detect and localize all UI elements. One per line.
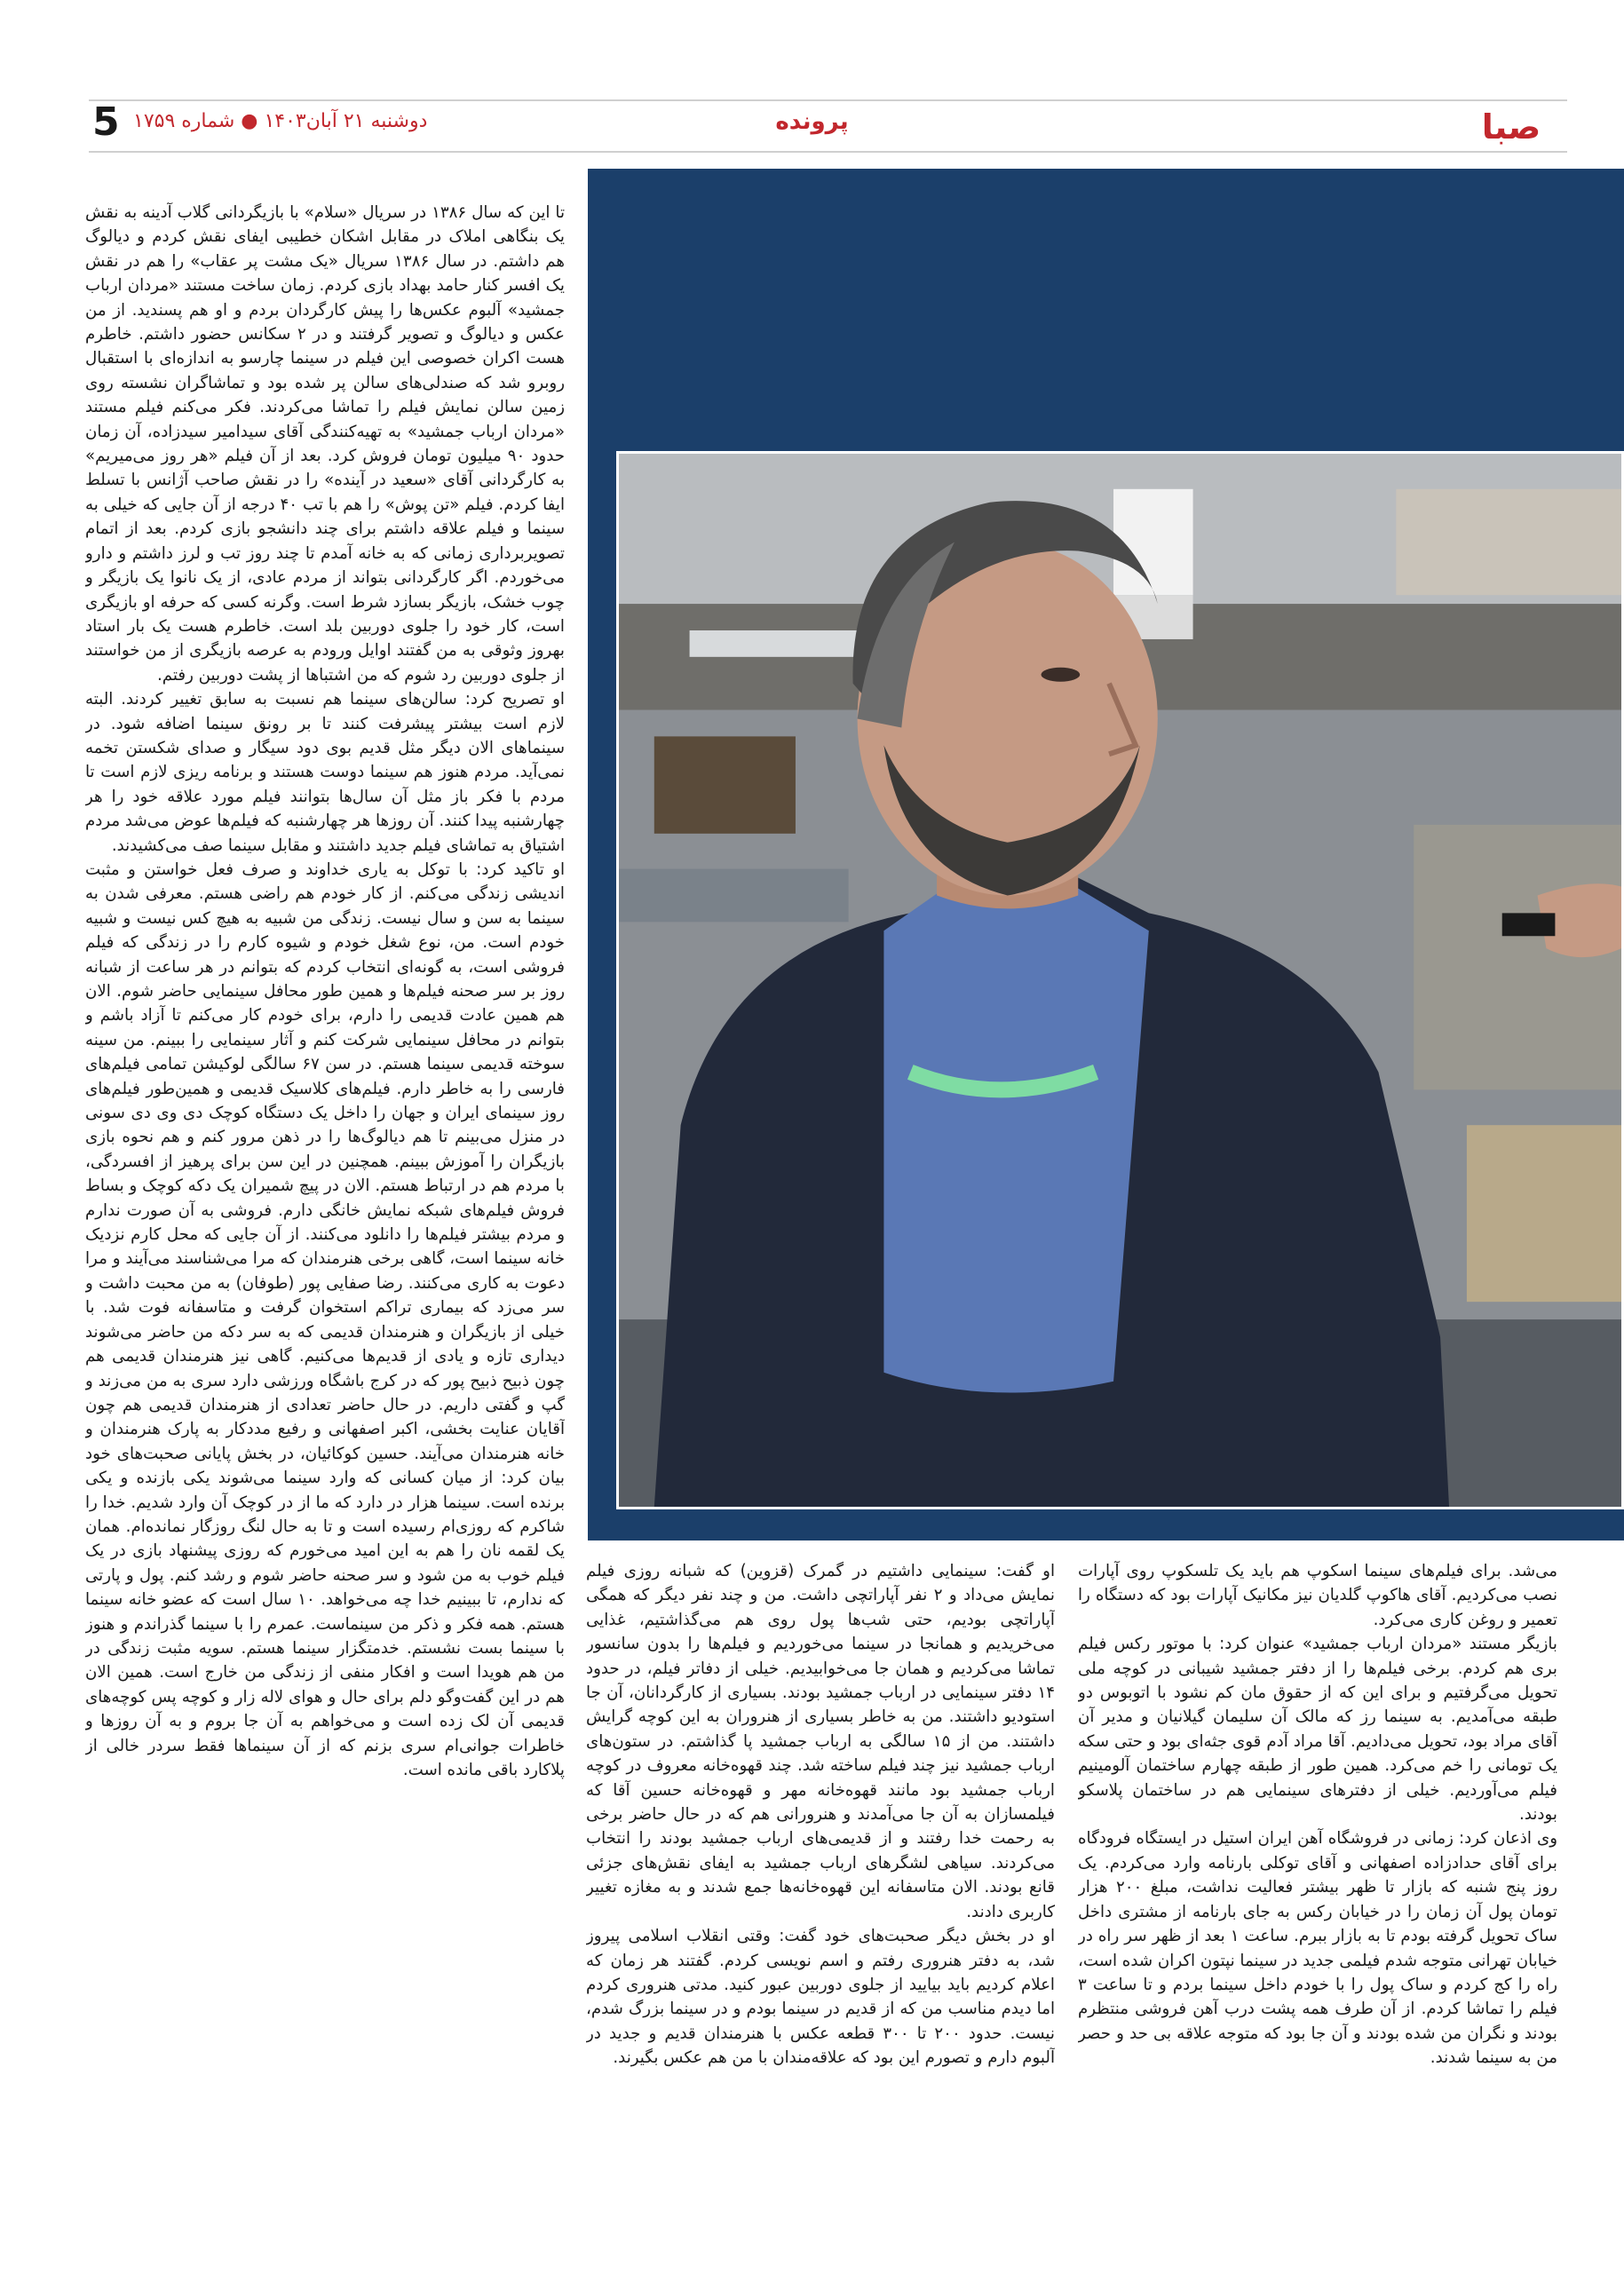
article-paragraph: تا این که سال ۱۳۸۶ در سریال «سلام» با بازیگردانی گلاب آدینه به نقش یک بنگاهی املاک در مقابل اشکان خطیبی ایفای نقش کردم و دیالوگ هم داشتم. در سال ۱۳۸۶ سریال «یک مشت پر عقاب» را هم در نقش یک افسر کنار حامد بهداد بازی کردم. زمان ساخت مستند «مردان ارباب جمشید» آلبوم عکس‌ها را پیش کارگردان بردم و او هم پسندید. از من عکس و دیالوگ و تصویر گرفتند و در ۲ سکانس حضور داشتم. خاطرم هست اکران خصوصی این فیلم در سینما چارسو به اندازه‌ای با استقبال روبرو شد که صندلی‌های سالن پر شده بود و تماشاگران نشسته روی زمین سالن نمایش فیلم را تماشا می‌کردند. فکر می‌کنم فیلم مستند «مردان ارباب جمشید» به تهیه‌کنندگی آقای سیدامیر سیدزاده، آن زمان حدود ۹۰ میلیون تومان فروش کرد. بعد از آن فیلم «هر روز می‌میریم» به کارگردانی آقای «سعید در آینده» را در نقش صاحب آژانس با تسلط ایفا کردم. فیلم «تن پوش» را هم با تب ۴۰ درجه از آن جایی که خیلی به سینما و فیلم علاقه داشتم برای چند دانشجو بازی کردم. بعد از اتمام تصویربرداری زمانی که به خانه آمدم تا چند روز تب و لرز داشتم و دارو می‌خوردم. اگر کارگردانی بتواند از مردم عادی، از یک نانوا یک بازیگر و چوب خشک، بازیگر بسازد شرط است. وگرنه کسی که حرفه او بازیگری است، کار خود را جلوی دوربین بلد است. خاطرم هست یک بار استاد بهروز وثوقی به من گفتند اوایل ورودم به عرصه بازیگری از من خواستند از جلوی دوربین رد شوم که من اشتباها از پشت دوربین رفتم. xyxy=(85,203,565,685)
article-column-right xyxy=(1078,1559,1557,2190)
article-paragraph: او تاکید کرد: با توکل به یاری خداوند و صرف فعل خواستن و مثبت اندیشی زندگی می‌کنم. از کار خودم هم راضی هستم. معرفی شدن به سینما به سن و سال نیست. زندگی من شبیه به هیچ کس نیست و شبیه خودم است. من، نوع شغل خودم و شیوه کارم را در زندگی که فیلم فروشی است، به گونه‌ای انتخاب کردم که بتوانم در هر ساعت از شبانه روز بر سر صحنه فیلم‌ها و همین طور محافل سینمایی حاضر شوم. الان هم همین عادت قدیمی را دارم، برای خودم کار می‌کنم تا آزاد باشم و بتوانم در محافل سینمایی شرکت کنم و آثار سینمایی را ببینم. من سینه سوخته قدیمی سینما هستم. در سن ۶۷ سالگی لوکیشن تمامی فیلم‌های فارسی را به خاطر دارم. فیلم‌های کلاسیک قدیمی و همین‌طور فیلم‌های روز سینمای ایران و جهان را داخل یک دستگاه کوچک دی وی دی سونی در منزل می‌بینم تا هم دیالوگ‌ها را در ذهن مرور کنم و هم نحوه بازی بازیگران را آموزش ببینم. همچنین در این سن برای پرهیز از افسردگی، با مردم هم در ارتباط هستم. الان در پیچ شمیران یک دکه کوچک و بساط فروش فیلم‌های شبکه نمایش خانگی دارم. فروشی به آن صورت ندارم و مردم بیشتر فیلم‌ها را دانلود می‌کنند. از آن جایی که محل کارم نزدیک خانه سینما است، گاهی برخی هنرمندان که مرا می‌شناسند می‌آیند و مرا دعوت به کاری می‌کنند. رضا صفایی پور (طوفان) به من محبت داشت و سر می‌زد که بیماری تراکم استخوان گرفت و متاسفانه فوت شد. با خیلی از بازیگران و هنرمندان قدیمی که به سر دکه من حاضر می‌شوند دیداری تازه و یادی از قدیم‌ها می‌کنیم. گاهی نیز هنرمندان قدیمی هم چون ذبیح ذبیح پور که در کرج باشگاه ورزشی دارد سری به من می‌زند و گپ و گفتی داریم. در حال حاضر تعدادی از هنرمندان قدیمی هم چون آقایان عنایت بخشی، اکبر اصفهانی و رفیع مددکار به پارک هنرمندان و خانه هنرمندان می‌آیند. حسین کوکائیان، در بخش پایانی صحبت‌های خود بیان کرد: از میان کسانی که وارد سینما می‌شوند یکی بازنده و یکی برنده است. سینما هزار در دارد که ما از در کوچک آن وارد شدیم. خدا را شاکرم که روزی‌ام رسیده است و تا به حال لنگ روزگار نمانده‌ام. همان یک لقمه نان را هم به این امید می‌خورم که روزی پیشنهاد بازی در یک فیلم خوب به من شود و سر صحنه حاضر شوم و رشد کنم. پول و پارتی که ندارم، تا ببینیم خدا چه می‌خواهد. ۱۰ سال است که عضو خانه سینما هستم. همه فکر و ذکر من سینماست. عمرم را با سینما گذراندم و هنوز با سینما بست نشستم. خدمتگزار سینما هستم. سویه مثبت زندگی در من هم هویدا است و افکار منفی از زندگی من خارج است. همین الان هم در این گفت‌وگو دلم برای حال و هوای لاله زار و کوچه پس کوچه‌های قدیمی آن لک زده است و می‌خواهم به آن جا بروم و به آن روزها و خاطرات جوانی‌ام سری بزنم که از آن سینماها فقط سردر خالی از پلاکارد باقی مانده است. xyxy=(85,859,565,1779)
issue-date-number: دوشنبه ۲۱ آبان۱۴۰۳ ● شماره ۱۷۵۹ xyxy=(133,110,428,132)
article-paragraph: می‌شد. برای فیلم‌های سینما اسکوپ هم باید یک تلسکوپ روی آپارات نصب می‌کردیم. آقای هاکوپ گلدیان نیز مکانیک آپارات بود که دستگاه را تعمیر و روغن کاری می‌کرد. xyxy=(1078,1562,1557,1629)
header-bottom-rule xyxy=(89,151,1567,153)
svg-text:صبا: صبا xyxy=(1481,107,1541,147)
portrait-photo xyxy=(616,451,1624,1509)
section-title: پرونده xyxy=(775,108,849,135)
page-number: 5 xyxy=(92,99,120,145)
man-portrait-image xyxy=(619,454,1621,1507)
article-paragraph: بازیگر مستند «مردان ارباب جمشید» عنوان کرد: با موتور رکس فیلم بری هم کردم. برخی فیلم‌ها را از دفتر جمشید شیبانی در کوچه ملی تحویل می‌گرفتیم و برای این که از حقوق مان کم نشود با اتوبوس دو طبقه می‌آمدیم. به سینما رز که مالک آن سلیمان گیلانیان و مدیر آن آقای مراد بود، تحویل می‌دادیم. آقا مراد آدم قوی جثه‌ای بود و حتی سکه یک تومانی را خم می‌کرد. همین طور از طبقه چهارم ساختمان آلومینیم فیلم می‌آوردیم. خیلی از دفترهای سینمایی هم در ساختمان پلاسکو بودند. xyxy=(1078,1635,1557,1825)
article-paragraph: او گفت: سینمایی داشتیم در گمرک (قزوین) که شبانه روزی فیلم نمایش می‌داد و ۲ نفر آپاراتچی داشت. من و چند نفر دیگر که همگی آپاراتچی بودیم، حتی شب‌ها پول روی هم می‌گذاشتیم، غذایی می‌خریدیم و همانجا در سینما می‌خوردیم و فیلم‌ها را بدون سانسور تماشا می‌کردیم و همان جا می‌خوابیدیم. خیلی از دفاتر فیلم، در حدود ۱۴ دفتر سینمایی در ارباب جمشید بودند. بسیاری از کارگردانان، آن جا استودیو داشتند. من به خاطر بسیاری از هنروران به این کوچه گرایش داشتند. من از ۱۵ سالگی به ارباب جمشید پا گذاشتم. در ستون‌های ارباب جمشید نیز چند فیلم ساخته شد. چند قهوه‌خانه معروف در کوچه ارباب جمشید بود مانند قهوه‌خانه مهر و قهوه‌خانه حسین آقا که فیلمسازان به آن جا می‌آمدند و هنرورانی هم که در حال حاضر برخی به رحمت خدا رفتند و از قدیمی‌های ارباب جمشید بودند را انتخاب می‌کردند. سیاهی لشگرهای ارباب جمشید به ایفای نقش‌های جزئی قانع بودند. الان متاسفانه این قهوه‌خانه‌ها جمع شدند و به مغازه تغییر کاربری دادند. xyxy=(586,1562,1055,1921)
article-paragraph: وی اذعان کرد: زمانی در فروشگاه آهن ایران استیل در ایستگاه فرودگاه برای آقای حدادزاده اصفهانی و آقای توکلی بارنامه وارد می‌کردم. یک روز پنج شنبه که بازار تا ظهر بیشتر فعالیت نداشت، مبلغ ۲۰۰ هزار تومان پول آن زمان را در خیابان رکس به جای بارنامه از مشتری داخل ساک تحویل گرفته بودم تا به بازار ببرم. ساعت ۱ بعد از ظهر سر راه در خیابان تهرانی متوجه شدم فیلمی جدید در سینما نپتون اکران شده است، راه را کج کردم و ساک پول را با خودم داخل سینما بردم و تا ساعت ۳ فیلم را تماشا کردم. از آن طرف همه پشت درب آهن فروشی منتظرم بودند و نگران من شده بودند و آن جا بود که متوجه علاقه بی حد و حصر من به سینما شدند. xyxy=(1078,1829,1557,2068)
article-column-left xyxy=(85,201,565,2190)
article-paragraph: او در بخش دیگر صحبت‌های خود گفت: وقتی انقلاب اسلامی پیروز شد، به دفتر هنروری رفتم و اسم نویسی کردم. گفتند هر زمان که اعلام کردیم باید بیایید از جلوی دوربین عبور کنید. مدتی هنروری کردم اما دیدم مناسب من که از قدیم در سینما بودم و در سینما بزرگ شدم، نیست. حدود ۲۰۰ تا ۳۰۰ قطعه عکس با هنرمندان قدیم و جدید در آلبوم دارم و تصورم این بود که علاقه‌مندان با من هم عکس بگیرند. xyxy=(586,1927,1055,2068)
header-top-rule xyxy=(89,99,1567,101)
page-header xyxy=(0,0,1624,169)
article-column-middle xyxy=(586,1559,1055,2190)
article-paragraph: او تصریح کرد: سالن‌های سینما هم نسبت به سابق تغییر کردند. البته لازم است بیشتر پیشرفت کنند تا بر رونق سینما اضافه شود. در سینماهای الان دیگر مثل قدیم بوی دود سیگار و صدای شکستن تخمه نمی‌آید. مردم هنوز هم سینما دوست هستند و برنامه ریزی لازم است تا مردم با فکر باز مثل آن سال‌ها بتوانند فیلم مورد علاقه خود را هر چهارشنبه پیدا کنند. آن روزها هر چهارشنبه که فیلم‌ها عوض می‌شد مردم اشتیاق به تماشای فیلم جدید داشتند و مقابل سینما صف می‌کشیدند. xyxy=(85,690,565,855)
